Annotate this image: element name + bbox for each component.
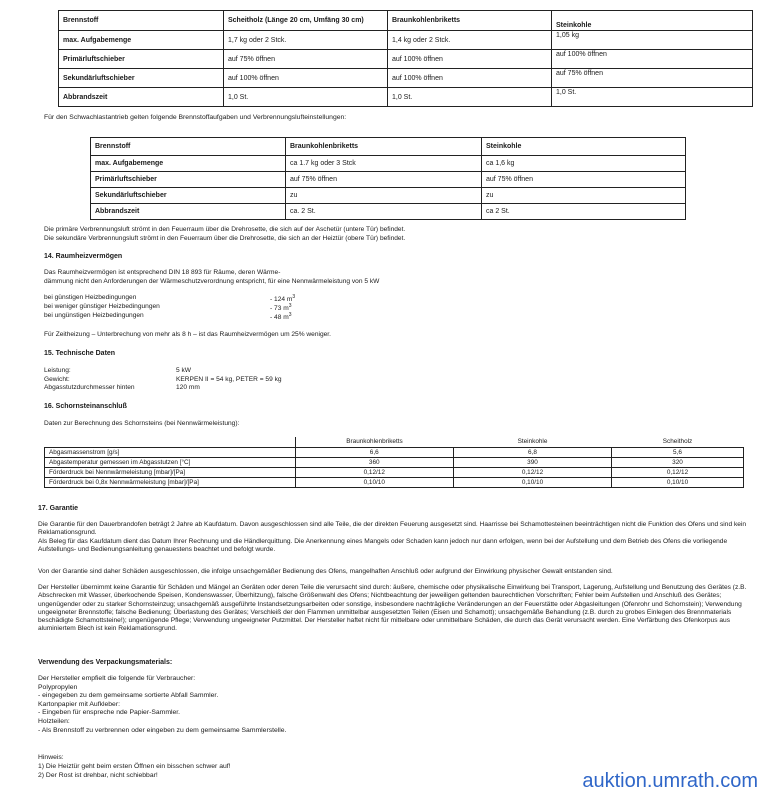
technical-data-row	[44, 384, 364, 393]
hint-line: 1) Die Heiztür geht beim ersten Öffnen ein bisschen schwer auf!	[38, 762, 231, 770]
guarantee-paragraph: Die Garantie für den Dauerbrandofen beträgt 2 Jahre ab Kaufdatum. Davon ausgeschlossen sind alle Teile, die der direkten Feuerung ausgesetzt sind. Haarrisse bei Schamottesteinen beeinträchtigen nicht die Funktion des Ofens und sind kein Reklamationsgrund.	[38, 521, 747, 537]
table-cell: Förderdruck bei Nennwärmeleistung [mbar]/[Pa]	[45, 467, 296, 477]
condition-value: - 124 $m^3$	[270, 294, 296, 304]
section-14-title: 14. Raumheizvermögen	[44, 253, 123, 260]
table-cell: Abgasmassenstrom [g/s]	[45, 447, 296, 457]
packaging-title: Verwendung des Verpackungsmaterials:	[38, 659, 173, 666]
table-cell: 0,12/12	[295, 467, 454, 477]
air-note-primary: Die primäre Verbrennungsluft strömt in den Feuerraum über die Drehrosette, die sich auf der Aschetür (untere Tür) befindet.	[44, 226, 406, 233]
table-cell: auf 75% öffnen	[552, 69, 753, 88]
table-cell: 390	[454, 457, 612, 467]
condition-value: - 48 $m^3$	[270, 312, 292, 322]
technical-data	[44, 367, 364, 393]
table-cell: 1,0 St.	[552, 88, 753, 107]
table-cell: auf 100% öffnen	[388, 50, 552, 69]
table-cell: Primärluftschieber	[91, 172, 286, 188]
table-cell: max. Aufgabemenge	[59, 31, 224, 50]
table-header-cell: Steinkohle	[454, 437, 612, 447]
table-cell: 0,12/12	[612, 467, 744, 477]
table-cell: 1,0 St.	[388, 88, 552, 107]
fuel-table-low-load	[90, 137, 686, 220]
chimney-table	[44, 437, 744, 488]
table-header-cell: Steinkohle	[552, 11, 753, 31]
technical-value: KERPEN II = 54 kg, PETER = 59 kg	[176, 375, 282, 383]
guarantee-paragraph: Von der Garantie sind daher Schäden ausgeschlossen, die infolge unsachgemäßer Bedienung des Ofens, mangelhaften Anschluß oder aufgrund der Einwirkung physischer Gewalt entstanden sind.	[38, 568, 613, 575]
table-cell: 1,0 St.	[224, 88, 388, 107]
table-header-cell: Scheitholz	[612, 437, 744, 447]
table-cell: 0,10/10	[454, 477, 612, 487]
table-header-cell: Braunkohlenbriketts	[388, 11, 552, 31]
table-header-cell: Brennstoff	[59, 11, 224, 31]
heating-condition-row	[44, 293, 344, 302]
table-cell: Förderdruck bei 0,8x Nennwärmeleistung [mbar]/[Pa]	[45, 477, 296, 487]
table-header-cell: Brennstoff	[91, 138, 286, 156]
watermark-url: auktion.umrath.com	[582, 770, 758, 792]
technical-label: Leistung:	[44, 367, 71, 374]
table-cell: auf 100% öffnen	[552, 50, 753, 69]
packaging-line: - eingegeben zu dem gemeinsame sortierte Abfall Sammler.	[38, 692, 219, 700]
table-cell: 6,6	[295, 447, 454, 457]
condition-value: - 73 $m^3$	[270, 303, 292, 313]
technical-value: 5 kW	[176, 367, 192, 374]
table-cell: Abbrandszeit	[91, 204, 286, 220]
table-header-cell: Scheitholz (Länge 20 cm, Umfäng 30 cm)	[224, 11, 388, 31]
section-17-title: 17. Garantie	[38, 505, 79, 512]
table-cell: Sekundärluftschieber	[59, 69, 224, 88]
hints-title: Hinweis:	[38, 754, 64, 761]
table-cell: auf 100% öffnen	[388, 69, 552, 88]
hint-line: 2) Der Rost ist drehbar, nicht schiebbar!	[38, 771, 158, 779]
table-cell: zu	[482, 188, 686, 204]
guarantee-paragraph: Als Beleg für das Kaufdatum dient das Datum Ihrer Rechnung und die Händlerquittung. Die Anerkennung eines Mangels oder Schaden kann jedoch nur dann erfolgen, wenn bei der Aufstellung und dem Betrieb des Ofens die vorliegende Aufstellungs- und Bedienungsanleitung genauestens beachtet und befolgt wurde.	[38, 538, 728, 554]
table-cell: zu	[286, 188, 482, 204]
table-cell: Sekundärluftschieber	[91, 188, 286, 204]
technical-value: 120 mm	[176, 384, 200, 391]
table-cell: 320	[612, 457, 744, 467]
table-header-cell: Braunkohlenbriketts	[286, 138, 482, 156]
air-note-secondary: Die sekundäre Verbrennungsluft strömt in den Feuerraum über die Drehrosette, die sich an der Heiztür (obere Tür) befindet.	[44, 235, 406, 242]
table-header-cell: Braunkohlenbriketts	[295, 437, 454, 447]
packaging-line: Kartonpapier mit Aufkleber:	[38, 700, 120, 708]
table-cell: max. Aufgabemenge	[91, 156, 286, 172]
table-cell: auf 100% öffnen	[224, 69, 388, 88]
packaging-list	[38, 675, 286, 735]
table-cell: 0,12/12	[454, 467, 612, 477]
table-cell: auf 75% öffnen	[286, 172, 482, 188]
table-cell: 5,6	[612, 447, 744, 457]
table-cell: 0,10/10	[612, 477, 744, 487]
section-14-text-line: dämmung nicht den Anforderungen der Wärmeschutzverordnung entspricht, für eine Nennwärmeleistung von 5 kW	[44, 278, 380, 285]
packaging-line: Polypropylen	[38, 683, 78, 691]
heating-condition-row	[44, 311, 344, 320]
table-cell: 6,8	[454, 447, 612, 457]
table-cell: 360	[295, 457, 454, 467]
section-16-title: 16. Schornsteinanschluß	[44, 403, 127, 410]
condition-label: bei günstigen Heizbedingungen	[44, 294, 137, 301]
table-cell: Abbrandszeit	[59, 88, 224, 107]
table-cell: 1,05 kg	[552, 31, 753, 50]
heating-condition-row	[44, 302, 344, 311]
section-14-text-line: Das Raumheizvermögen ist entsprechend DIN 18 893 für Räume, deren Wärme-	[44, 269, 281, 276]
table-cell: 0,10/10	[295, 477, 454, 487]
heating-conditions	[44, 293, 344, 320]
hints	[38, 754, 231, 780]
table-cell: Primärluftschieber	[59, 50, 224, 69]
packaging-line: Der Hersteller empfielt die folgende für Verbraucher:	[38, 675, 196, 682]
table-cell: ca. 2 St.	[286, 204, 482, 220]
condition-label: bei weniger günstiger Heizbedingungen	[44, 303, 160, 310]
table-cell: 1,4 kg oder 2 Stck.	[388, 31, 552, 50]
table-cell: ca 1.7 kg oder 3 Stck	[286, 156, 482, 172]
fuel-table-nominal	[58, 10, 753, 107]
table-cell: 1,7 kg oder 2 Stck.	[224, 31, 388, 50]
air-notes	[44, 225, 405, 243]
packaging-line: - Eingeben für enspreche nde Papier-Sammler.	[38, 709, 181, 717]
packaging-line: - Als Brennstoff zu verbrennen oder eingeben zu dem gemeinsame Sammlerstelle.	[38, 726, 287, 734]
section-14-note: Für Zeitheizung – Unterbrechung von mehr als 8 h – ist das Raumheizvermögen um 25% weniger.	[44, 331, 331, 338]
table-cell: auf 75% öffnen	[224, 50, 388, 69]
technical-label: Gewicht:	[44, 375, 70, 383]
schwachlast-intro: Für den Schwachlastantrieb gelten folgende Brennstoffaufgaben und Verbrennungslufteinstellungen:	[44, 114, 347, 121]
technical-data-row	[44, 367, 364, 376]
technical-label: Abgasstutzdurchmesser hinten	[44, 384, 135, 391]
table-cell: auf 75% öffnen	[482, 172, 686, 188]
condition-label: bei ungünstigen Heizbedingungen	[44, 312, 144, 319]
table-cell: Abgastemperatur gemessen im Abgasstutzen [°C]	[45, 457, 296, 467]
section-15-title: 15. Technische Daten	[44, 350, 116, 357]
section-16-intro: Daten zur Berechnung des Schornsteins (bei Nennwärmeleistung):	[44, 420, 240, 427]
table-header-cell: Steinkohle	[482, 138, 686, 156]
table-header-cell	[45, 437, 296, 447]
technical-data-row	[44, 376, 364, 385]
table-cell: ca 1,6 kg	[482, 156, 686, 172]
table-cell: ca 2 St.	[482, 204, 686, 220]
packaging-line: Holzteilen:	[38, 717, 70, 725]
guarantee-paragraph: Der Hersteller übernimmt keine Garantie für Schäden und Mängel an Geräten oder deren Teile die verursacht sind durch: äußere, chemische oder physikalische Einwirkung bei Transport, Lagerung, Aufstellung und Benutzung des Gerätes (z.B. Abschrecken mit Wasser, überkochende Speisen, Kondenswasser, Überhitzung), falsche Größenwahl des Ofens; Nichtbeachtung der jeweiligen geltenden baurechtlichen Vorschriften; Fehler beim Aufstellen und Anschluß des Gerätes; ungenügender oder zu starker Schornsteinzug; unsachgemäß ausgeführte Instandsetzungsarbeiten oder sonstige, insbesondere nachträgliche Veränderungen an der Feuerstätte oder Abgasleitungen (Ofenrohr und Schornstein); Verwendung ungeeigneter Brennstoffe; falsche Bedienung; Überlastung des Gerätes; Verschleiß der den Flammen unmittelbar ausgesetzten Teilen (Eisen und Schamott); unsachgemäße Behandlung (z.B. durch zu grobes Einlegen des Brennmaterials beschädigte Schamottsteine!); ungenügende Pflege; Verwendung ungeeigneter Putzmittel. Der Hersteller haftet nicht für mittelbare oder unmittelbare Schäden, die durch das Gerät verursacht werden. Eine Verfärbung des Ofenkorpus aus aluminiertem Blech ist kein Reklamationsgrund.	[38, 584, 747, 633]
section-14-text	[44, 268, 379, 286]
